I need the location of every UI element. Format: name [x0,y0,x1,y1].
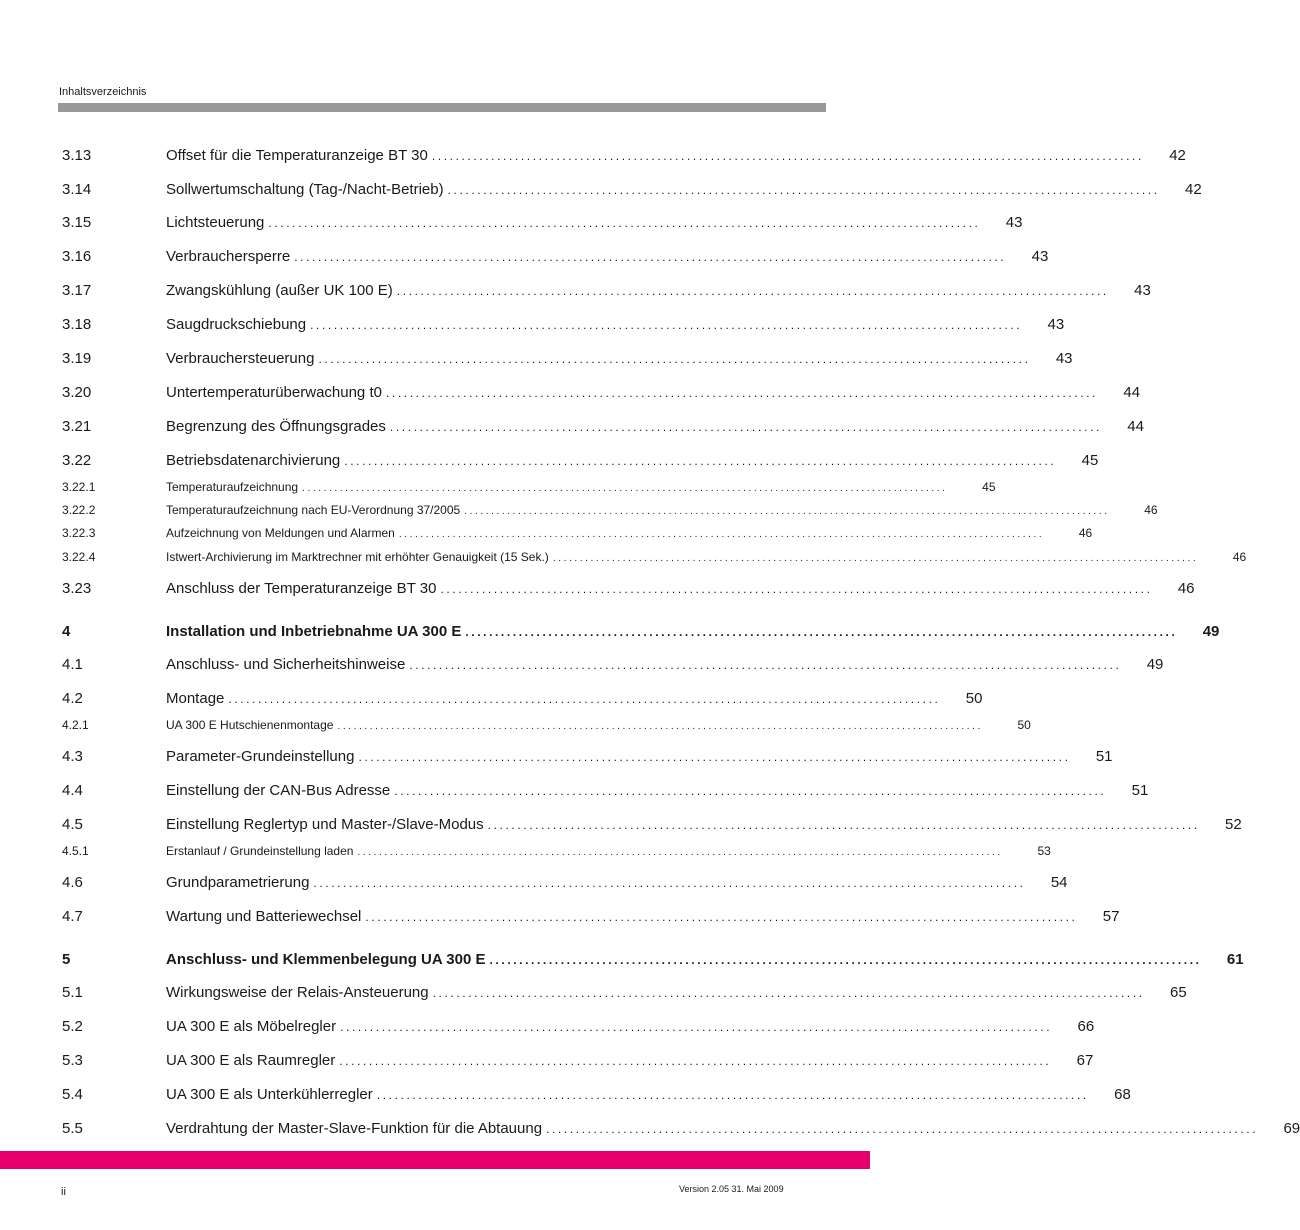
toc-entry-page: 66 [1077,1018,1095,1035]
toc-entry-title: Wirkungsweise der Relais-Ansteuerung [166,984,429,1001]
toc-entry[interactable] [62,748,1113,766]
dot-leader: ........................................................................................................................ [546,1122,1259,1136]
toc-entry-number: 3.14 [62,181,92,198]
toc-entry-title: Anschluss- und Klemmenbelegung UA 300 E [166,951,486,968]
toc-entry-number: 3.22.1 [62,480,96,494]
toc-entry[interactable] [62,316,1065,334]
toc-entry-title: Erstanlauf / Grundeinstellung laden [166,844,354,858]
dot-leader: ........................................................................................................................ [376,1088,1089,1102]
toc-entry-page: 44 [1123,384,1141,401]
toc-entry-title: Offset für die Temperaturanzeige BT 30 [166,147,428,164]
toc-entry-title: UA 300 E Hutschienenmontage [166,718,334,732]
toc-entry[interactable] [62,214,1023,232]
toc-entry-title: UA 300 E als Möbelregler [166,1018,337,1035]
toc-entry-page: 65 [1170,984,1187,1001]
toc-entry[interactable] [62,181,1202,199]
toc-entry[interactable] [62,1120,1300,1138]
toc-entry-page: 52 [1225,816,1242,833]
toc-entry-title: Sollwertumschaltung (Tag-/Nacht-Betrieb) [166,181,444,198]
dot-leader: ........................................................................................................................ [228,692,941,706]
dot-leader: ........................................................................................................................ [487,818,1200,832]
toc-entry-page: 53 [1037,844,1051,858]
toc-entry-page: 57 [1102,908,1120,925]
header-rule [58,103,826,112]
toc-entry-number: 5.2 [62,1018,83,1035]
dot-leader: ........................................................................................................................ [465,625,1178,639]
dot-leader: ........................................................................................................................ [365,910,1078,924]
dot-leader: ........................................................................................................................ [447,183,1160,197]
toc-entry-title: Lichtsteuerung [166,214,265,231]
toc-entry-number: 3.19 [62,350,92,367]
toc-entry-title: Grundparametrierung [166,874,310,891]
toc-entry-title: Istwert-Archivierung im Marktrechner mit erhöhter Genauigkeit (15 Sek.) [166,550,549,564]
toc-entry-number: 3.22.4 [62,550,96,564]
toc-entry-number: 4.4 [62,782,83,799]
toc-entry-page: 69 [1283,1120,1300,1137]
toc-entry-number: 4.7 [62,908,83,925]
dot-leader: ........................................................................................................................ [294,250,1007,264]
toc-entry-page: 49 [1146,656,1164,673]
toc-entry-page: 42 [1169,147,1186,164]
toc-entry-number: 4.2.1 [62,718,89,732]
toc-entry[interactable] [62,384,1141,402]
dot-leader: ........................................................................................................................ [310,318,1023,332]
toc-entry-title: Verdrahtung der Master-Slave-Funktion für die Abtauung [166,1120,543,1137]
toc-entry-number: 5.4 [62,1086,83,1103]
toc-entry-title: Temperaturaufzeichnung nach EU-Verordnung 37/2005 [166,503,461,517]
toc-entry[interactable] [62,524,1093,544]
dot-leader: ........................................................................................................................ [398,529,1045,540]
toc-entry[interactable] [62,478,996,498]
toc-entry-title: Verbrauchersteuerung [166,350,315,367]
dot-leader: ........................................................................................................................ [302,483,948,494]
toc-entry-page: 50 [1017,718,1031,732]
dot-leader: ........................................................................................................................ [432,986,1145,1000]
toc-entry-page: 44 [1127,418,1144,435]
dot-leader: ........................................................................................................................ [464,506,1110,517]
toc-entry[interactable] [62,147,1186,165]
toc-entry-page: 42 [1185,181,1202,198]
dot-leader: ........................................................................................................................ [340,1020,1053,1034]
dot-leader: ........................................................................................................................ [357,847,1003,858]
toc-entry-number: 3.22.2 [62,503,96,517]
toc-entry[interactable] [62,816,1242,834]
toc-entry[interactable] [62,1018,1095,1036]
toc-entry-title: Saugdruckschiebung [166,316,307,333]
toc-entry[interactable] [62,1086,1131,1104]
toc-entry-number: 4.3 [62,748,83,765]
toc-entry[interactable] [62,716,1031,736]
toc-entry-page: 45 [1081,452,1099,469]
toc-entry[interactable] [62,501,1158,521]
toc-entry[interactable] [62,782,1149,800]
toc-entry[interactable] [62,842,1051,862]
toc-entry[interactable] [62,623,1220,641]
toc-entry-title: Installation und Inbetriebnahme UA 300 E [166,623,462,640]
toc-entry-number: 3.15 [62,214,92,231]
toc-entry[interactable] [62,874,1068,892]
dot-leader: ........................................................................................................................ [337,721,983,732]
toc-entry[interactable] [62,690,983,708]
toc-entry-number: 4.2 [62,690,83,707]
dot-leader: ........................................................................................................................ [318,352,1031,366]
toc-entry-title: Temperaturaufzeichnung [166,480,299,494]
toc-entry[interactable] [62,1052,1094,1070]
toc-entry-page: 54 [1050,874,1068,891]
toc-entry-number: 3.20 [62,384,92,401]
toc-entry-page: 51 [1095,748,1113,765]
toc-entry-title: UA 300 E als Unterkühlerregler [166,1086,373,1103]
dot-leader: ........................................................................................................................ [268,216,981,230]
toc-entry-page: 46 [1078,526,1093,540]
dot-leader: ........................................................................................................................ [440,582,1153,596]
toc-entry[interactable] [62,656,1164,674]
toc-entry[interactable] [62,951,1244,969]
dot-leader: ........................................................................................................................ [313,876,1026,890]
footer-accent-bar [0,1151,870,1169]
toc-entry-title: Aufzeichnung von Meldungen und Alarmen [166,526,395,540]
toc-entry-page: 49 [1202,623,1220,640]
toc-entry-number: 4.5.1 [62,844,89,858]
toc-entry-number: 3.17 [62,282,92,299]
toc-entry[interactable] [62,418,1144,436]
toc-entry-page: 46 [1232,550,1247,564]
toc-entry-page: 46 [1177,580,1195,597]
toc-entry-number: 3.16 [62,248,92,265]
toc-entry-page: 50 [965,690,983,707]
toc-entry-page: 68 [1114,1086,1131,1103]
dot-leader: ........................................................................................................................ [358,750,1071,764]
toc-entry-title: Montage [166,690,225,707]
toc-entry-title: Einstellung der CAN-Bus Adresse [166,782,391,799]
toc-entry-number: 5.5 [62,1120,83,1137]
dot-leader: ........................................................................................................................ [385,386,1099,400]
toc-entry[interactable] [62,350,1073,368]
toc-entry-page: 43 [1031,248,1049,265]
toc-entry-number: 3.23 [62,580,92,597]
toc-entry-title: Wartung und Batteriewechsel [166,908,362,925]
toc-entry-number: 4.5 [62,816,83,833]
toc-entry-number: 4.1 [62,656,83,673]
toc-entry-number: 5.1 [62,984,83,1001]
toc-entry-number: 4.6 [62,874,83,891]
dot-leader: ........................................................................................................................ [389,420,1102,434]
dot-leader: ........................................................................................................................ [344,454,1057,468]
toc-entry-title: Parameter-Grundeinstellung [166,748,355,765]
toc-entry-number: 3.18 [62,316,92,333]
dot-leader: ........................................................................................................................ [552,553,1199,564]
toc-entry[interactable] [62,282,1151,300]
toc-entry-title: Anschluss der Temperaturanzeige BT 30 [166,580,437,597]
toc-entry-number: 3.21 [62,418,92,435]
toc-entry-number: 3.13 [62,147,92,164]
toc-entry-page: 61 [1226,951,1244,968]
dot-leader: ........................................................................................................................ [394,784,1107,798]
toc-entry-number: 4 [62,623,71,640]
toc-entry-page: 67 [1076,1052,1094,1069]
toc-entry-title: Einstellung Reglertyp und Master-/Slave-Modus [166,816,484,833]
toc-entry-title: Untertemperaturüberwachung t0 [166,384,382,401]
dot-leader: ........................................................................................................................ [489,953,1202,967]
page-number: ii [61,1186,66,1198]
dot-leader: ........................................................................................................................ [396,284,1109,298]
toc-entry-page: 46 [1144,503,1158,517]
toc-entry-title: Verbrauchersperre [166,248,291,265]
toc-entry-title: Anschluss- und Sicherheitshinweise [166,656,406,673]
toc-entry-number: 5 [62,951,71,968]
toc-entry[interactable] [62,248,1049,266]
version-info: Version 2.05 31. Mai 2009 [679,1184,784,1194]
running-header: Inhaltsverzeichnis [59,86,147,98]
toc-entry-page: 51 [1131,782,1149,799]
toc-entry[interactable] [62,548,1247,568]
toc-entry[interactable] [62,908,1120,926]
toc-entry-page: 43 [1005,214,1023,231]
toc-entry-title: Betriebsdatenarchivierung [166,452,341,469]
toc-entry[interactable] [62,452,1099,470]
toc-entry-page: 43 [1134,282,1151,299]
toc-entry-number: 3.22.3 [62,526,96,540]
dot-leader: ........................................................................................................................ [431,149,1144,163]
toc-entry[interactable] [62,984,1187,1002]
toc-entry-number: 5.3 [62,1052,83,1069]
dot-leader: ........................................................................................................................ [409,658,1122,672]
toc-entry-page: 43 [1047,316,1065,333]
toc-entry-page: 45 [982,480,996,494]
toc-entry-title: Zwangskühlung (außer UK 100 E) [166,282,393,299]
toc-entry-page: 43 [1055,350,1073,367]
toc-entry-title: Begrenzung des Öffnungsgrades [166,418,386,435]
toc-entry-number: 3.22 [62,452,92,469]
toc-entry[interactable] [62,580,1195,598]
toc-entry-title: UA 300 E als Raumregler [166,1052,336,1069]
dot-leader: ........................................................................................................................ [339,1054,1052,1068]
